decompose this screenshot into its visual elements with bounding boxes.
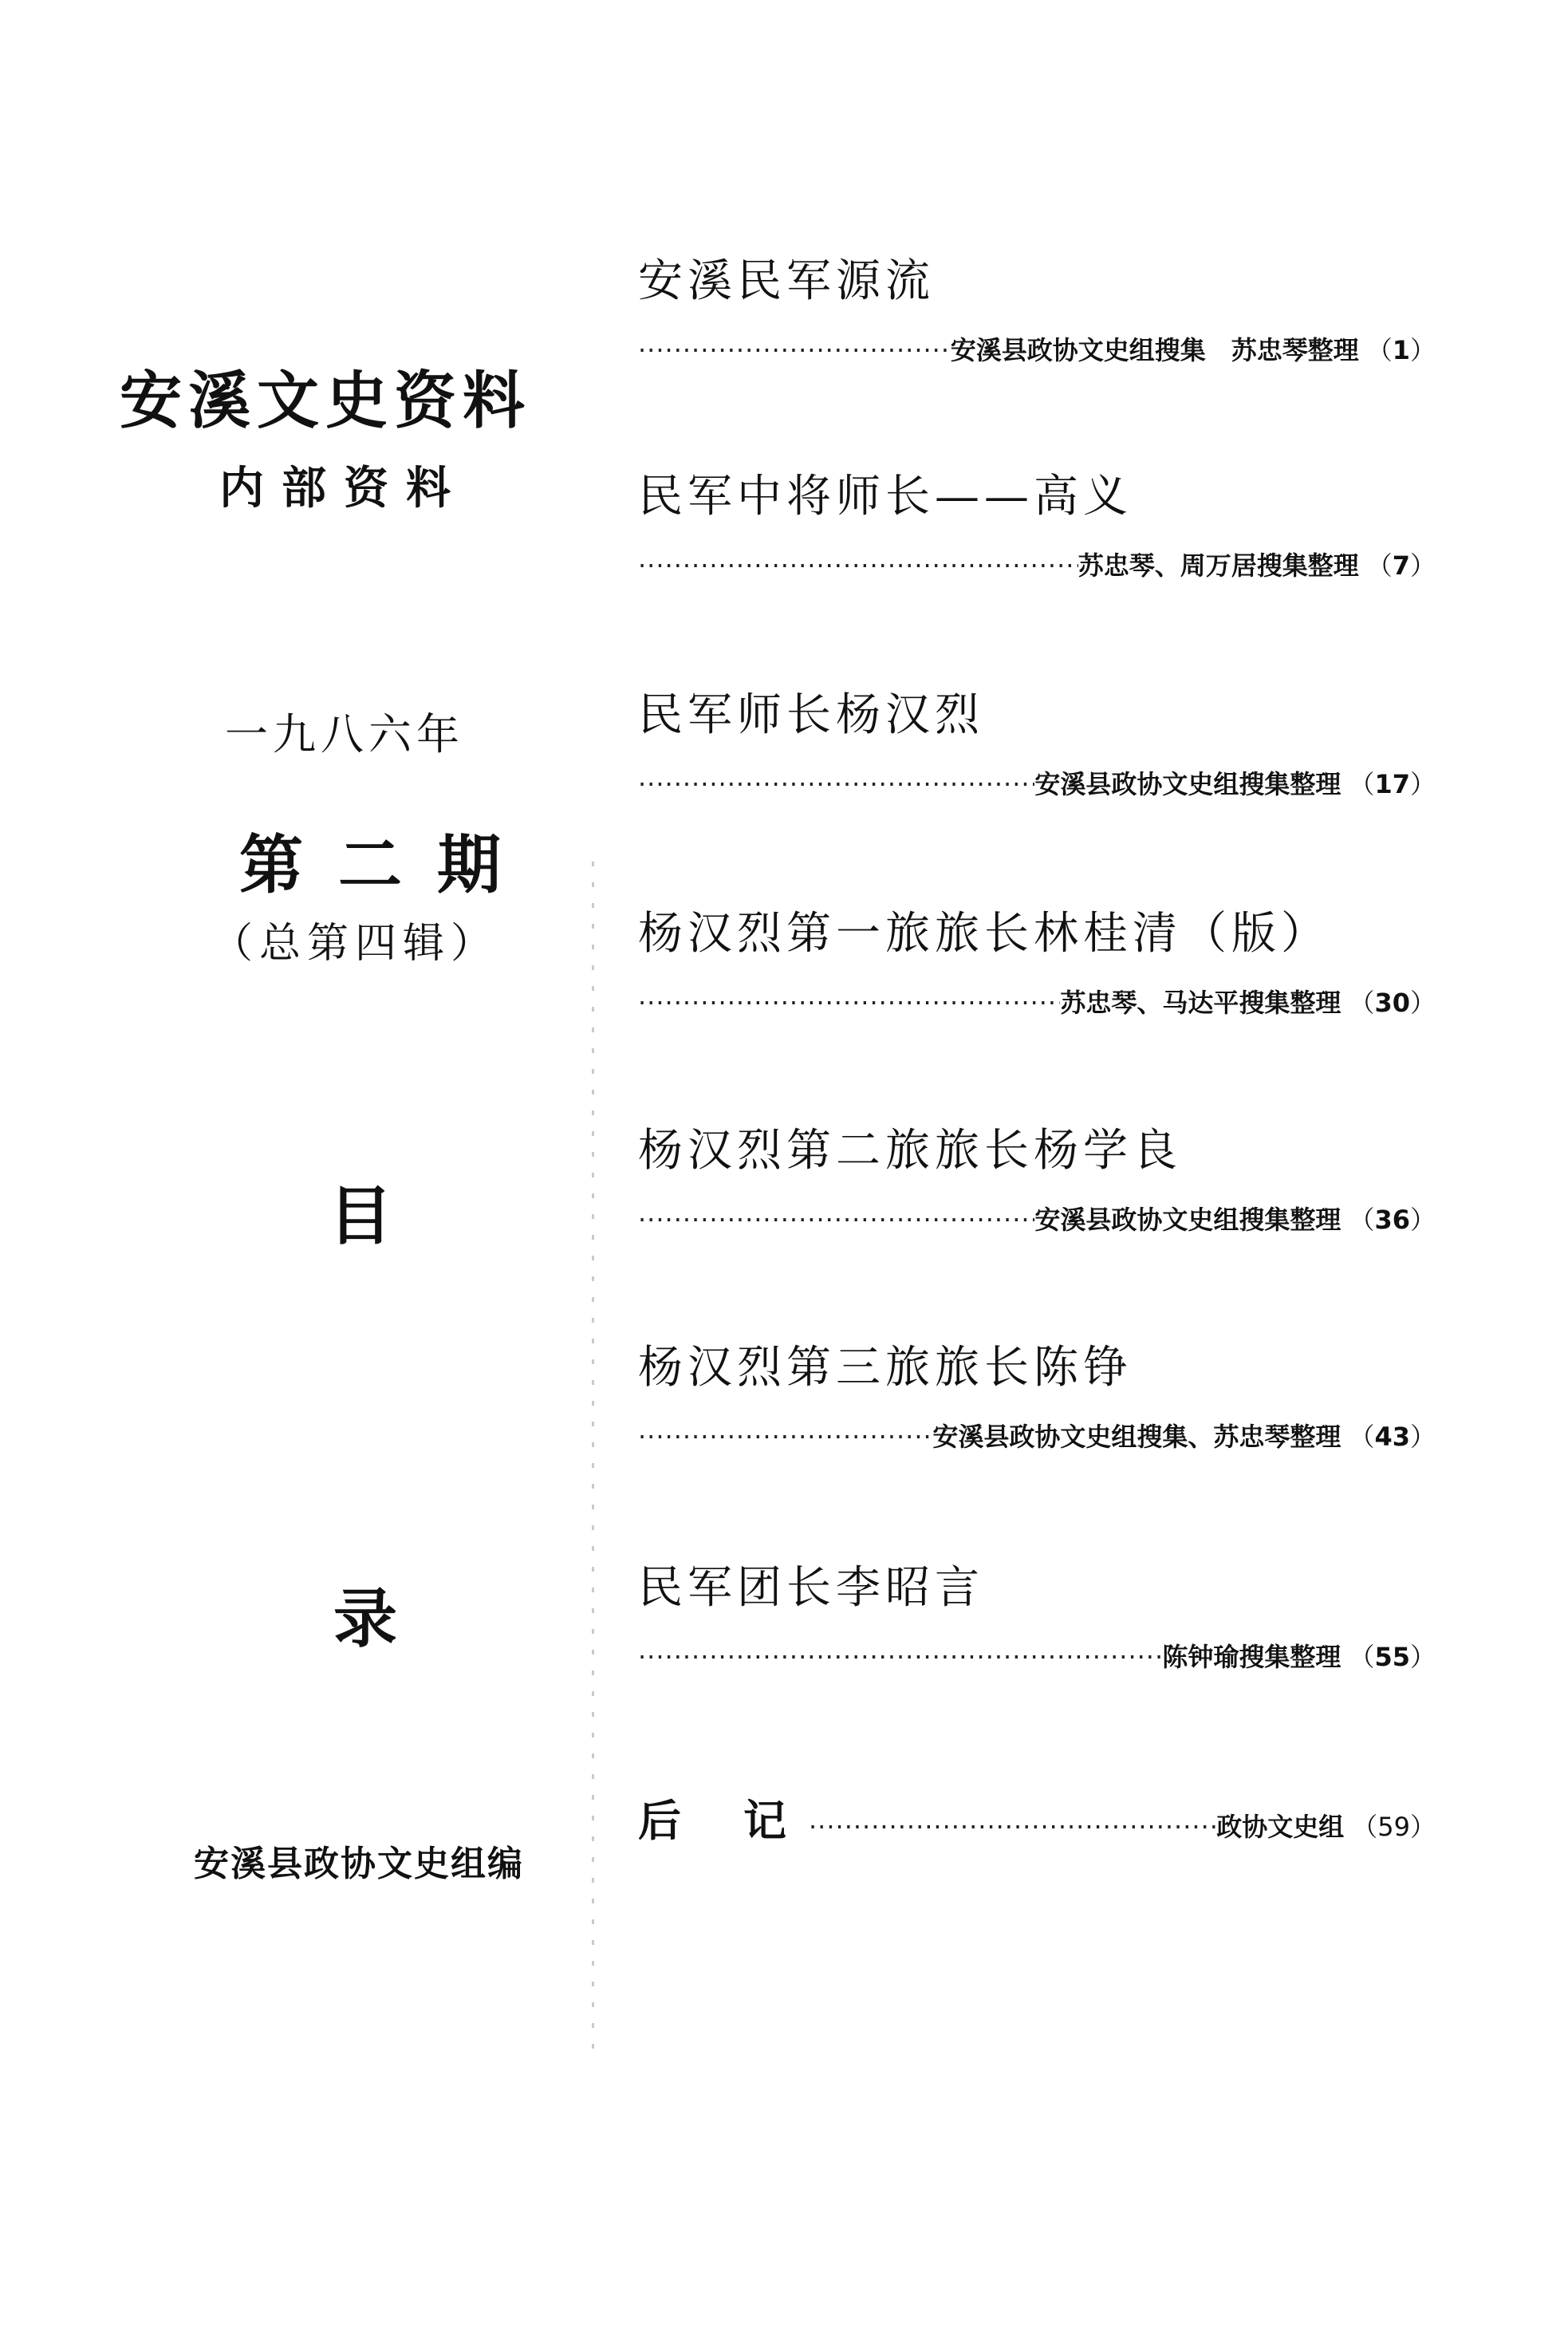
contents-heading-char-1: 目 — [329, 1179, 392, 1253]
table-of-contents — [638, 0, 1515, 2335]
masthead-column — [0, 0, 590, 2335]
page-number: 1 — [1392, 335, 1410, 365]
publication-year: 一九八六年 — [225, 709, 464, 759]
toc-entry[interactable] — [638, 254, 1444, 367]
page-number: 7 — [1392, 550, 1410, 581]
toc-entry-credit: 安溪县政协文史组搜集、苏忠琴整理 — [932, 1422, 1341, 1452]
toc-entry-byline — [638, 764, 1436, 801]
dot-leader — [638, 769, 1034, 799]
toc-entry-title: 民军中将师长——高义 — [638, 471, 1133, 523]
toc-entry-title: 民军团长李昭言 — [638, 1562, 984, 1614]
dot-leader — [638, 1422, 932, 1452]
toc-entry-page: （36） — [1349, 1205, 1436, 1235]
dot-leader — [809, 1812, 1216, 1842]
toc-entry-byline — [638, 1417, 1436, 1453]
afterword-page: （59） — [1352, 1812, 1436, 1842]
page-number: 17 — [1374, 769, 1410, 799]
afterword-title: 后记 — [638, 1796, 849, 1846]
toc-entry-page: （43） — [1349, 1422, 1436, 1452]
page-number: 59 — [1377, 1812, 1410, 1842]
toc-entry-title: 杨汉烈第二旅旅长杨学良 — [638, 1125, 1182, 1177]
afterword-credit: 政协文史组 — [1216, 1812, 1345, 1842]
toc-entry-credit: 陈钟瑜搜集整理 — [1162, 1642, 1341, 1672]
toc-entry-byline — [638, 546, 1436, 582]
dot-leader — [638, 335, 951, 365]
toc-entry-title: 安溪民军源流 — [638, 255, 935, 307]
toc-entry-byline — [638, 983, 1436, 1020]
toc-entry[interactable] — [638, 1123, 1444, 1237]
internal-material-note: 内部资料 — [219, 463, 468, 515]
toc-entry[interactable] — [638, 688, 1444, 801]
toc-entry-credit: 苏忠琴、周万居搜集整理 — [1078, 550, 1359, 581]
toc-entry-credit: 安溪县政协文史组搜集整理 — [1034, 769, 1341, 799]
dot-leader — [638, 988, 1060, 1018]
toc-entry[interactable] — [638, 1340, 1444, 1453]
page-number: 36 — [1374, 1205, 1410, 1235]
toc-entry-page: （55） — [1349, 1642, 1436, 1672]
toc-entry-title: 杨汉烈第一旅旅长林桂清（版） — [638, 908, 1330, 960]
toc-entry-title: 杨汉烈第三旅旅长陈铮 — [638, 1342, 1133, 1394]
toc-entry-afterword[interactable] — [638, 1787, 1444, 1848]
toc-entry-byline — [638, 330, 1436, 367]
page-number: 30 — [1374, 988, 1410, 1018]
toc-entry[interactable] — [638, 469, 1444, 582]
issue-number: 第二期 — [239, 828, 536, 902]
toc-entry-page: （30） — [1349, 988, 1436, 1018]
dot-leader — [638, 1205, 1034, 1235]
dot-leader — [638, 1642, 1162, 1672]
contents-heading-char-2: 录 — [333, 1582, 397, 1656]
toc-entry[interactable] — [638, 1560, 1444, 1674]
toc-entry-page: （7） — [1366, 550, 1436, 581]
volume-number: （总第四辑） — [211, 920, 499, 968]
dot-leader — [638, 550, 1078, 581]
page-number: 55 — [1374, 1642, 1410, 1672]
toc-entry-title: 民军师长杨汉烈 — [638, 689, 984, 741]
toc-entry-byline — [638, 1637, 1436, 1674]
page-number: 43 — [1374, 1422, 1410, 1452]
editor-credit: 安溪县政协文史组编 — [194, 1844, 524, 1884]
toc-entry[interactable] — [638, 906, 1444, 1020]
toc-entry-byline — [638, 1200, 1436, 1237]
toc-entry-credit: 安溪县政协文史组搜集 苏忠琴整理 — [950, 335, 1359, 365]
toc-entry-page: （1） — [1366, 335, 1436, 365]
toc-entry-page: （17） — [1349, 769, 1436, 799]
toc-entry-credit: 安溪县政协文史组搜集整理 — [1034, 1205, 1341, 1235]
binding-marks — [592, 862, 594, 2058]
afterword-row — [638, 1787, 1436, 1848]
toc-entry-credit: 苏忠琴、马达平搜集整理 — [1060, 988, 1341, 1018]
series-title: 安溪文史资料 — [120, 365, 532, 437]
